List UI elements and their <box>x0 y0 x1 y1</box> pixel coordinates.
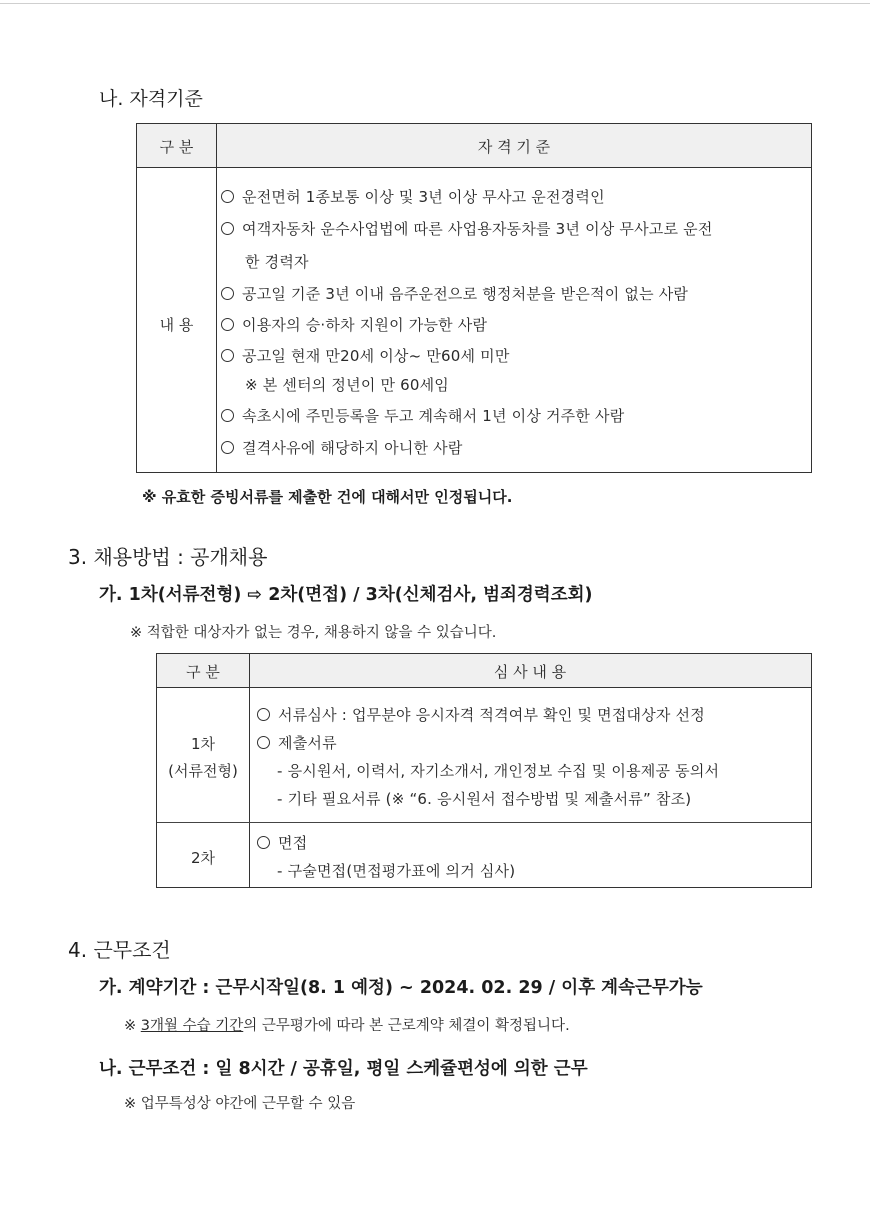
column-divider <box>216 124 217 472</box>
recruitment-note: ※ 적합한 대상자가 없는 경우, 채용하지 않을 수 있습니다. <box>130 625 497 641</box>
page-top-edge <box>0 3 870 4</box>
column-header-criteria: 자 격 기 준 <box>477 138 551 156</box>
probation-period: 3개월 수습 기간 <box>140 1018 244 1034</box>
section-title-recruitment: 3. 채용방법 : 공개채용 <box>68 545 268 569</box>
circle-bullet-icon <box>221 349 234 362</box>
row-label-first-sub: (서류전형) <box>168 762 238 780</box>
list-item: 속초시에 주민등록을 두고 계속해서 1년 이상 거주한 사람 <box>221 405 624 426</box>
row-label-content: 내 용 <box>159 316 194 334</box>
list-item: 공고일 기준 3년 이내 음주운전으로 행정처분을 받은적이 없는 사람 <box>221 283 688 304</box>
review-item: 제출서류 <box>257 732 337 753</box>
qualification-note: ※ 유효한 증빙서류를 제출한 건에 대해서만 인정됩니다. <box>142 488 513 506</box>
review-table <box>156 653 812 888</box>
review-subitem: - 기타 필요서류 (※ “6. 응시원서 접수방법 및 제출서류” 참조) <box>277 790 692 808</box>
circle-bullet-icon <box>257 708 270 721</box>
circle-bullet-icon <box>221 222 234 235</box>
column-divider <box>249 654 250 887</box>
column-header-category: 구 분 <box>186 663 220 681</box>
review-subitem: - 응시원서, 이력서, 자기소개서, 개인정보 수집 및 이용제공 동의서 <box>277 762 720 780</box>
work-conditions-note: ※ 업무특성상 야간에 근무할 수 있음 <box>124 1096 356 1112</box>
circle-bullet-icon <box>257 836 270 849</box>
review-item: 서류심사 : 업무분야 응시자격 적격여부 확인 및 면접대상자 선정 <box>257 704 705 725</box>
list-item-note: ※ 본 센터의 정년이 만 60세임 <box>245 376 449 394</box>
contract-period: 가. 계약기간 : 근무시작일(8. 1 예정) ~ 2024. 02. 29 / 이후 계속근무가능 <box>99 978 703 998</box>
row-divider <box>157 822 811 823</box>
column-header-review: 심 사 내 용 <box>493 663 567 681</box>
list-item: 운전면허 1종보통 이상 및 3년 이상 무사고 운전경력인 <box>221 186 605 207</box>
list-item: 결격사유에 해당하지 아니한 사람 <box>221 437 463 458</box>
section-title-work-conditions: 4. 근무조건 <box>68 938 171 962</box>
contract-note: ※ 3개월 수습 기간의 근무평가에 따라 본 근로계약 체결이 확정됩니다. <box>124 1018 570 1034</box>
circle-bullet-icon <box>221 190 234 203</box>
list-item-continuation: 한 경력자 <box>245 253 309 271</box>
list-item: 여객자동차 운수사업법에 따른 사업용자동차를 3년 이상 무사고로 운전 <box>221 218 713 239</box>
circle-bullet-icon <box>221 318 234 331</box>
review-item: 면접 <box>257 832 307 853</box>
column-header-category: 구 분 <box>159 138 194 156</box>
row-label-first: 1차 <box>190 735 216 753</box>
row-label-second: 2차 <box>190 849 216 867</box>
review-subitem: - 구술면접(면접평가표에 의거 심사) <box>277 862 516 880</box>
list-item: 이용자의 승·하차 지원이 가능한 사람 <box>221 314 487 335</box>
circle-bullet-icon <box>221 409 234 422</box>
circle-bullet-icon <box>221 287 234 300</box>
work-conditions: 나. 근무조건 : 일 8시간 / 공휴일, 평일 스케쥴편성에 의한 근무 <box>99 1059 588 1079</box>
recruitment-steps: 가. 1차(서류전형) ⇨ 2차(면접) / 3차(신체검사, 범죄경력조회) <box>99 585 593 605</box>
circle-bullet-icon <box>257 736 270 749</box>
section-title-qualification: 나. 자격기준 <box>99 88 203 110</box>
circle-bullet-icon <box>221 441 234 454</box>
qualification-table <box>136 123 812 473</box>
list-item: 공고일 현재 만20세 이상~ 만60세 미만 <box>221 345 510 366</box>
